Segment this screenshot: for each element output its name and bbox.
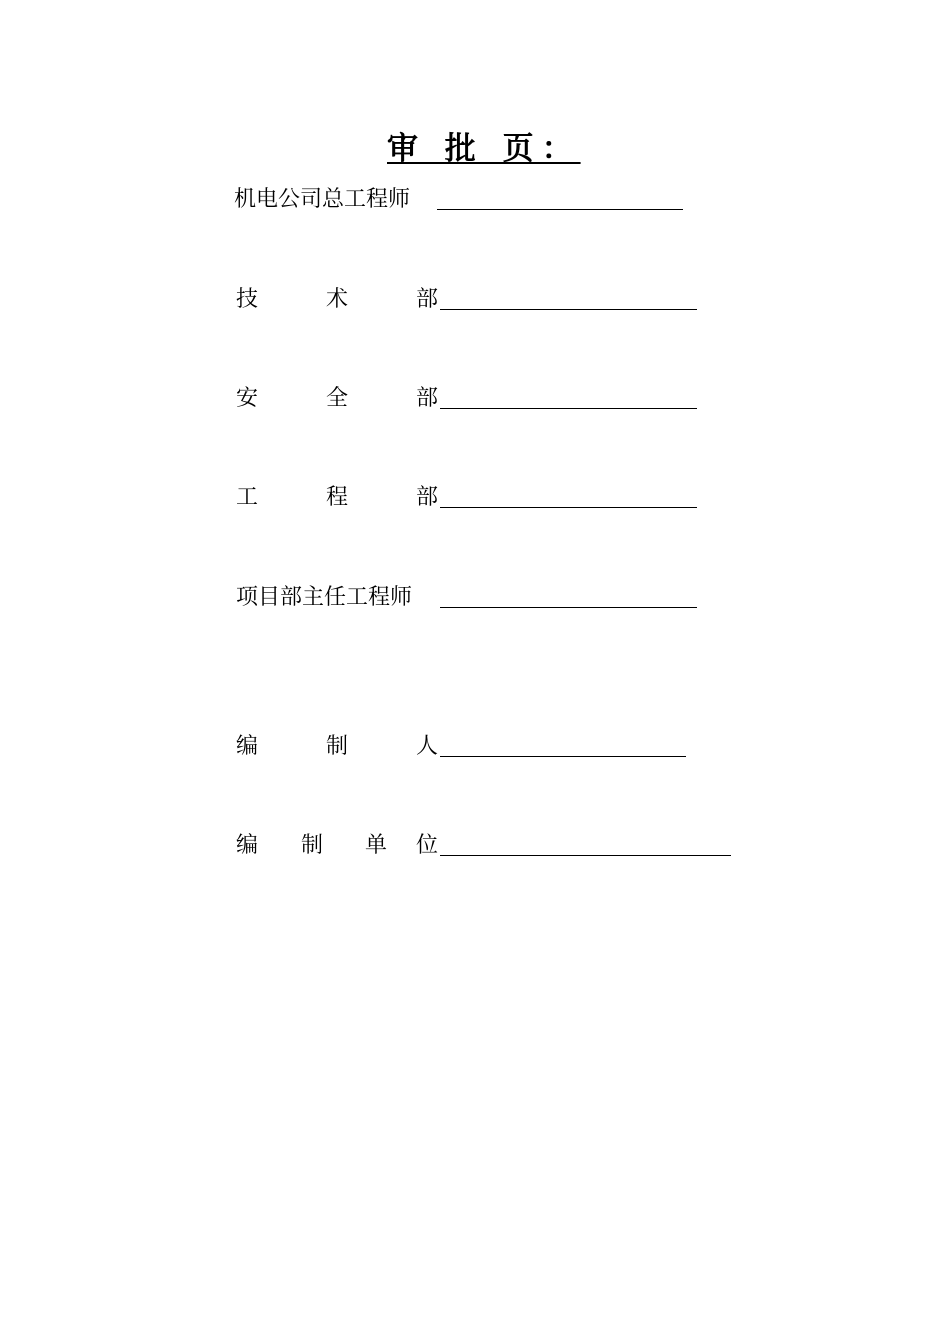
- approval-label-project-engineer: 项目部主任工程师: [236, 585, 413, 610]
- approval-row-compiler: [0, 730, 950, 764]
- approval-label-char: 技: [236, 287, 259, 312]
- approval-row-safety-dept: [0, 382, 950, 416]
- page-title: 审 批 页：: [387, 131, 581, 167]
- approval-row-project-engineer: [0, 581, 950, 615]
- approval-row-chief-engineer: [0, 183, 950, 217]
- approval-row-technical-dept: [0, 283, 950, 317]
- approval-label-char: 单: [365, 833, 388, 858]
- approval-label-char: 工: [236, 485, 259, 510]
- signature-line-engineering-dept[interactable]: [440, 507, 697, 508]
- signature-line-project-engineer[interactable]: [440, 607, 697, 608]
- approval-label-char: 制: [301, 833, 324, 858]
- approval-label-char: 位: [416, 833, 439, 858]
- approval-label-char: 术: [326, 287, 349, 312]
- signature-line-chief-engineer[interactable]: [437, 209, 683, 210]
- signature-line-compiler[interactable]: [440, 756, 686, 757]
- approval-label-char: 制: [326, 734, 349, 759]
- signature-line-compiling-unit[interactable]: [440, 855, 731, 856]
- approval-label-char: 编: [236, 833, 259, 858]
- approval-label-char: 部: [416, 287, 439, 312]
- approval-label-chief-engineer: 机电公司总工程师: [234, 187, 411, 212]
- approval-row-compiling-unit: [0, 829, 950, 863]
- signature-line-technical-dept[interactable]: [440, 309, 697, 310]
- approval-label-char: 部: [416, 485, 439, 510]
- approval-label-char: 安: [236, 386, 259, 411]
- approval-label-char: 部: [416, 386, 439, 411]
- approval-label-char: 全: [326, 386, 349, 411]
- approval-row-engineering-dept: [0, 481, 950, 515]
- approval-label-char: 人: [416, 734, 439, 759]
- approval-label-char: 编: [236, 734, 259, 759]
- signature-line-safety-dept[interactable]: [440, 408, 697, 409]
- approval-label-char: 程: [326, 485, 349, 510]
